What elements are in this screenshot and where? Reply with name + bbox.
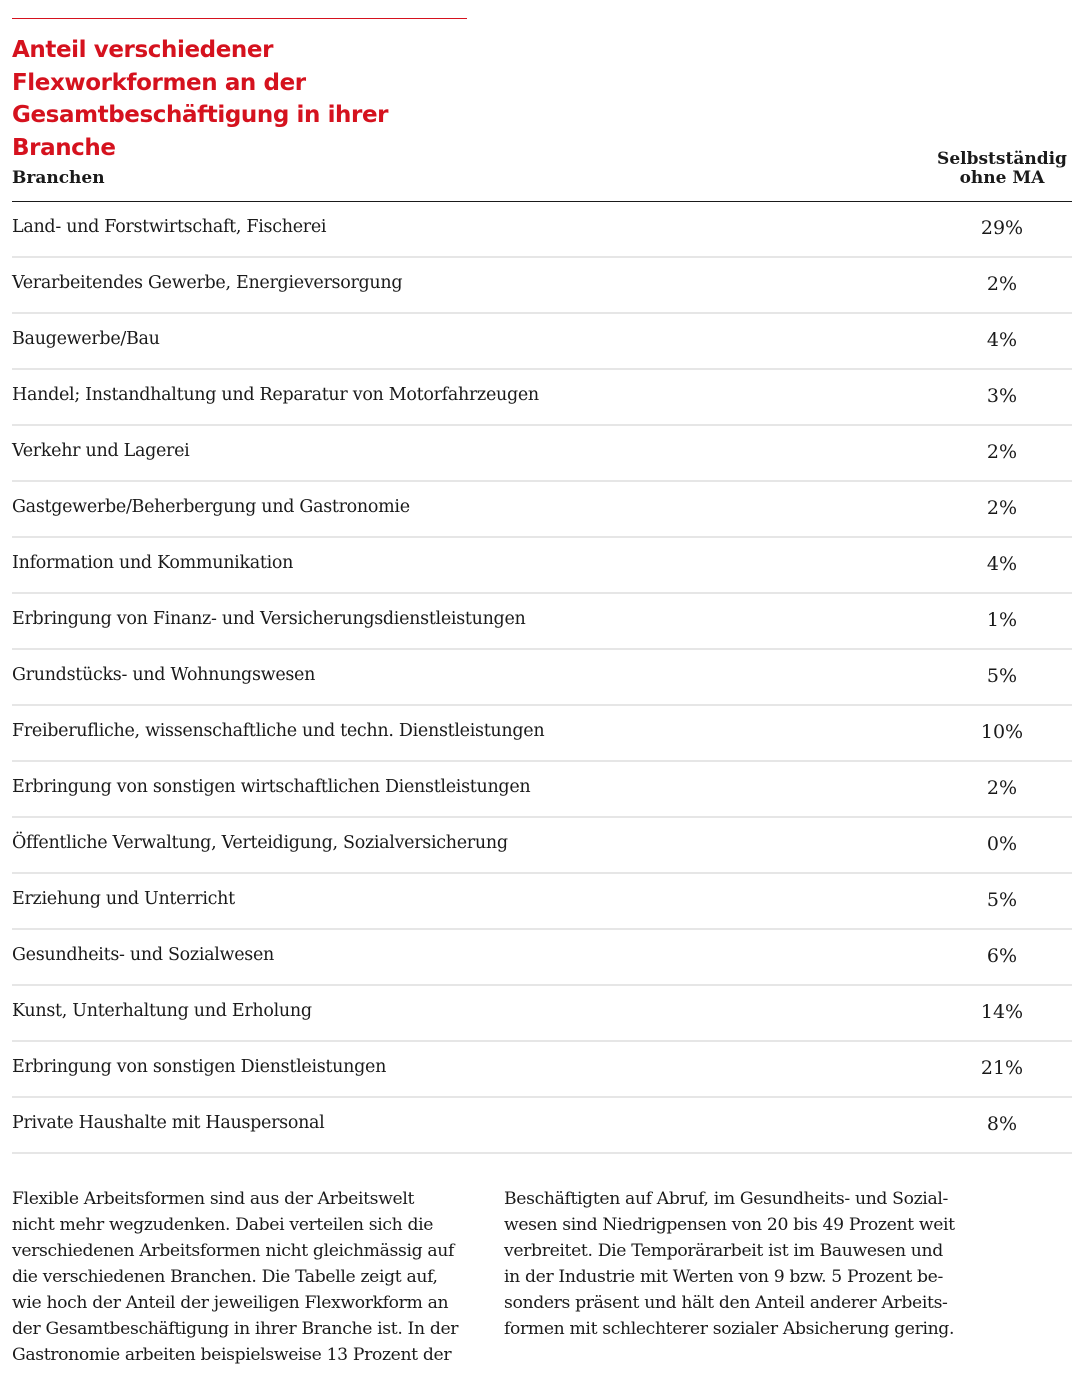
column-header-branch: Branchen [12,168,105,188]
table-row [12,1042,1072,1098]
self-employed-share: 1% [986,609,1018,631]
table-row [12,986,1072,1042]
title-rule [12,18,467,19]
self-employed-share: 2% [986,497,1018,519]
table-row [12,706,1072,762]
table-row [12,818,1072,874]
branch-name: Gastgewerbe/Beherbergung und Gastronomie [12,497,410,517]
table-row [12,1098,1072,1154]
table-body [12,202,1072,1154]
self-employed-share: 0% [986,833,1018,855]
branch-table [12,145,1072,1154]
table-row [12,426,1072,482]
self-employed-share: 29% [980,217,1024,239]
page-title: Anteil verschiedener Flexworkformen an der Gesamtbeschäftigung in ihrer Branche [12,37,389,161]
table-row [12,538,1072,594]
table-row [12,202,1072,258]
column-header-self-employed: Selbstständig ohne MA [937,149,1067,188]
branch-name: Private Haushalte mit Hauspersonal [12,1113,325,1133]
table-row [12,482,1072,538]
branch-name: Verkehr und Lagerei [12,441,190,461]
self-employed-share: 5% [986,889,1018,911]
self-employed-share: 10% [980,721,1024,743]
branch-name: Baugewerbe/Bau [12,329,160,349]
branch-name: Öffentliche Verwaltung, Verteidigung, Sozialversicherung [12,833,508,853]
table-row [12,874,1072,930]
branch-name: Erbringung von Finanz- und Versicherungsdienstleistungen [12,609,526,629]
branch-name: Land- und Forstwirtschaft, Fischerei [12,217,327,237]
branch-name: Erbringung von sonstigen Dienstleistungen [12,1057,387,1077]
branch-name: Information und Kommunikation [12,553,294,573]
self-employed-share: 8% [986,1113,1018,1135]
branch-name: Gesundheits- und Sozialwesen [12,945,274,965]
branch-name: Handel; Instandhaltung und Reparatur von Motorfahrzeugen [12,385,539,405]
self-employed-share: 2% [986,777,1018,799]
self-employed-share: 14% [980,1001,1024,1023]
table-header [12,145,1072,202]
self-employed-share: 5% [986,665,1018,687]
table-row [12,930,1072,986]
branch-name: Verarbeitendes Gewerbe, Energieversorgung [12,273,403,293]
body-text-left: Flexible Arbeitsformen sind aus der Arbeitswelt nicht mehr wegzudenken. Dabei verteilen sich die verschiedenen Arbeitsformen nicht gleichmässig auf die verschiedenen Branchen. Die Tabelle zeigt auf, wie hoch der Anteil der jeweiligen Flexworkform an der Gesamtbeschäftigung in ihrer Branche ist. In der Gastronomie arbeiten beispielsweise 13 Prozent der [12,1189,459,1365]
table-row [12,370,1072,426]
branch-name: Freiberufliche, wissenschaftliche und techn. Dienstleistungen [12,721,545,741]
self-employed-share: 21% [980,1057,1024,1079]
self-employed-share: 2% [986,441,1018,463]
table-row [12,258,1072,314]
self-employed-share: 3% [986,385,1018,407]
body-text-right: Beschäftigten auf Abruf, im Gesundheits- und Sozial- wesen sind Niedrigpensen von 20 bis 49 Prozent weit verbreitet. Die Temporärarbeit ist im Bauwesen und in der Industrie mit Werten von 9 bzw. 5 Prozent be- sonders präsent und hält den Anteil anderer Arbeits- formen mit schlechterer sozialer Absicherung gering. [504,1189,955,1339]
self-employed-share: 2% [986,273,1018,295]
self-employed-share: 4% [986,553,1018,575]
self-employed-share: 4% [986,329,1018,351]
branch-name: Grundstücks- und Wohnungswesen [12,665,316,685]
branch-name: Kunst, Unterhaltung und Erholung [12,1001,312,1021]
branch-name: Erbringung von sonstigen wirtschaftlichen Dienstleistungen [12,777,531,797]
table-row [12,594,1072,650]
table-row [12,650,1072,706]
table-row [12,762,1072,818]
table-row [12,314,1072,370]
self-employed-share: 6% [986,945,1018,967]
branch-name: Erziehung und Unterricht [12,889,235,909]
